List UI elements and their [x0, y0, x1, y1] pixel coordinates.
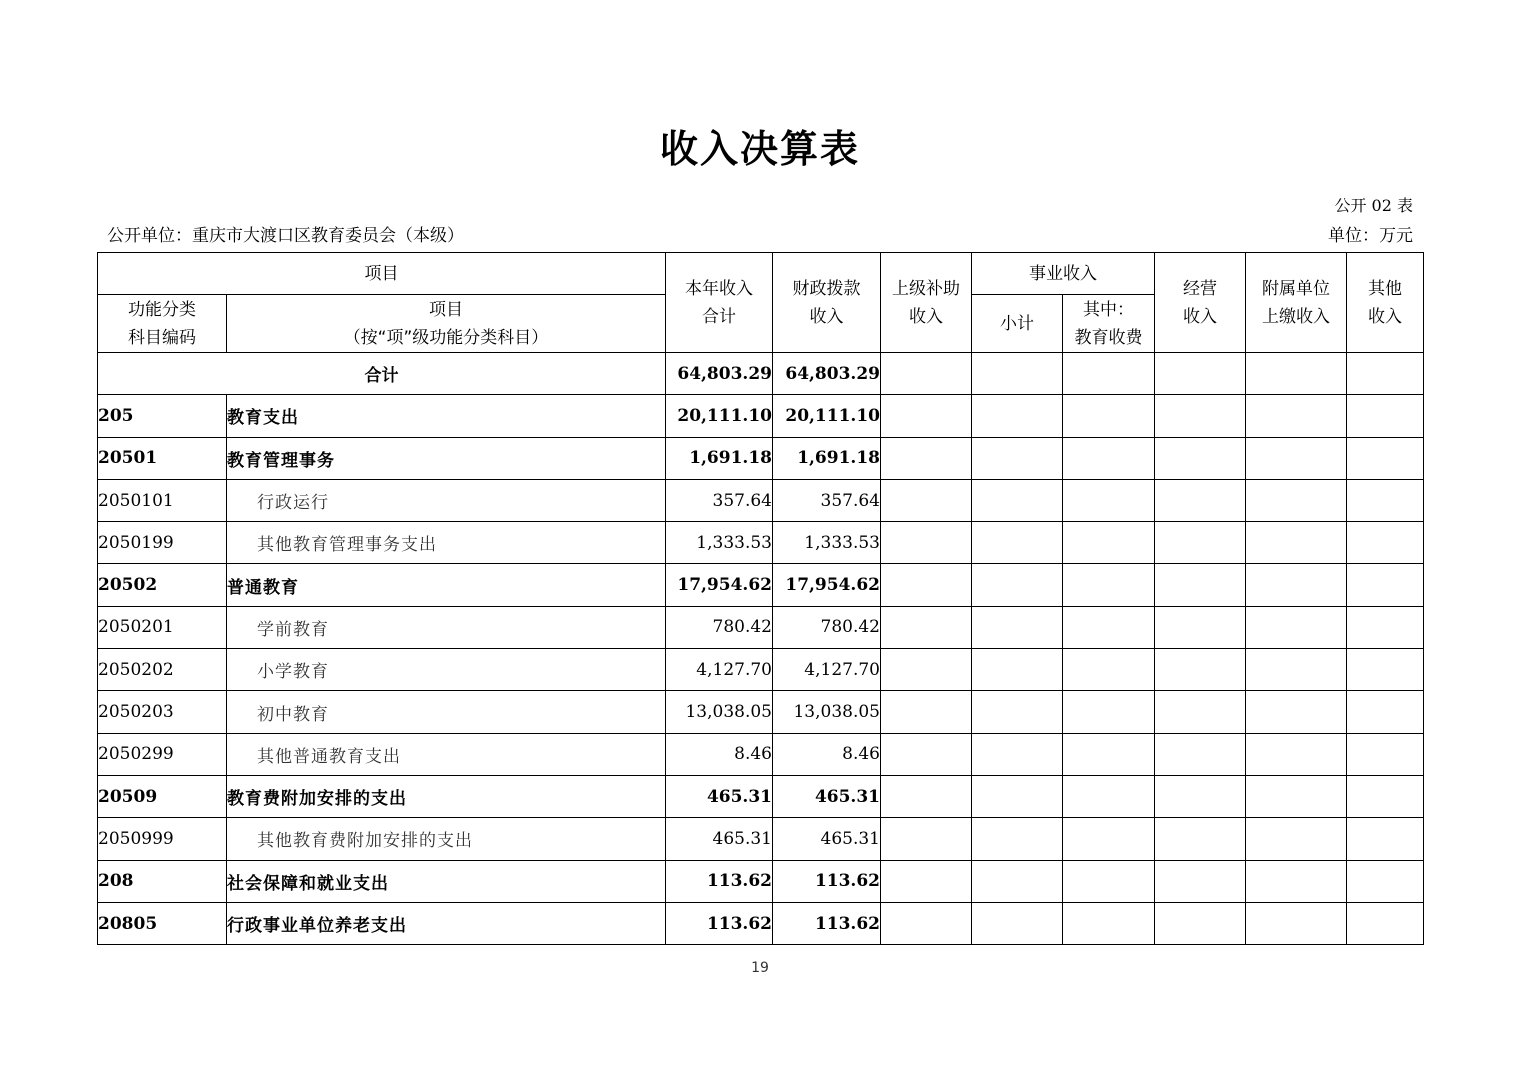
row-annual-total: 17,954.62 — [666, 564, 773, 606]
empty-cell — [881, 691, 972, 733]
empty-cell — [1347, 649, 1424, 691]
empty-cell — [1246, 479, 1347, 521]
empty-cell — [1063, 818, 1155, 860]
empty-cell — [1347, 353, 1424, 395]
row-name: 其他教育管理事务支出 — [227, 522, 666, 564]
header-operating-line1: 经营 — [1183, 278, 1217, 299]
table-row — [98, 564, 1424, 606]
empty-cell — [1063, 733, 1155, 775]
row-code: 20509 — [98, 775, 227, 817]
header-affiliate — [1246, 253, 1347, 353]
empty-cell — [972, 479, 1063, 521]
empty-cell — [1155, 733, 1246, 775]
empty-cell — [1246, 522, 1347, 564]
row-fiscal: 4,127.70 — [773, 649, 881, 691]
row-name: 教育支出 — [227, 395, 666, 437]
empty-cell — [881, 564, 972, 606]
header-fiscal-line1: 财政拨款 — [792, 278, 861, 299]
row-code: 2050299 — [98, 733, 227, 775]
empty-cell — [1246, 437, 1347, 479]
empty-cell — [972, 353, 1063, 395]
row-name: 行政运行 — [227, 479, 666, 521]
table-row — [98, 775, 1424, 817]
empty-cell — [1347, 775, 1424, 817]
empty-cell — [1347, 818, 1424, 860]
empty-cell — [1155, 818, 1246, 860]
header-operating-line2: 收入 — [1183, 306, 1217, 327]
empty-cell — [881, 479, 972, 521]
empty-cell — [1063, 564, 1155, 606]
row-fiscal: 465.31 — [773, 818, 881, 860]
row-fiscal: 13,038.05 — [773, 691, 881, 733]
row-fiscal: 357.64 — [773, 479, 881, 521]
empty-cell — [1063, 353, 1155, 395]
header-superior-line1: 上级补助 — [892, 278, 960, 299]
empty-cell — [881, 902, 972, 944]
page-title: 收入决算表 — [659, 127, 860, 171]
empty-cell — [1246, 818, 1347, 860]
empty-cell — [1155, 860, 1246, 902]
row-code: 20501 — [98, 437, 227, 479]
header-item: 项目 — [98, 253, 666, 295]
header-name — [227, 295, 666, 353]
row-annual-total: 465.31 — [666, 818, 773, 860]
reporting-unit: 公开单位：重庆市大渡口区教育委员会（本级） — [107, 226, 464, 246]
row-fiscal: 1,333.53 — [773, 522, 881, 564]
empty-cell — [1155, 353, 1246, 395]
table-row — [98, 479, 1424, 521]
row-code: 20502 — [98, 564, 227, 606]
row-code: 2050999 — [98, 818, 227, 860]
total-annual: 64,803.29 — [666, 353, 773, 395]
empty-cell — [881, 860, 972, 902]
total-row — [98, 353, 1424, 395]
table-row — [98, 606, 1424, 648]
row-name: 初中教育 — [227, 691, 666, 733]
header-other — [1347, 253, 1424, 353]
empty-cell — [1155, 775, 1246, 817]
empty-cell — [1155, 395, 1246, 437]
row-name: 小学教育 — [227, 649, 666, 691]
header-edu-fee-line2: 教育收费 — [1074, 327, 1143, 348]
row-annual-total: 1,691.18 — [666, 437, 773, 479]
row-code: 205 — [98, 395, 227, 437]
empty-cell — [881, 437, 972, 479]
row-fiscal: 17,954.62 — [773, 564, 881, 606]
row-fiscal: 1,691.18 — [773, 437, 881, 479]
header-code-line2: 科目编码 — [128, 327, 196, 348]
empty-cell — [1347, 902, 1424, 944]
empty-cell — [1063, 860, 1155, 902]
empty-cell — [1063, 691, 1155, 733]
empty-cell — [972, 818, 1063, 860]
empty-cell — [881, 733, 972, 775]
row-code: 2050101 — [98, 479, 227, 521]
row-code: 20805 — [98, 902, 227, 944]
empty-cell — [1246, 564, 1347, 606]
row-name: 其他普通教育支出 — [227, 733, 666, 775]
table-row — [98, 818, 1424, 860]
empty-cell — [1063, 395, 1155, 437]
header-affiliate-line2: 上缴收入 — [1262, 306, 1330, 327]
empty-cell — [1063, 606, 1155, 648]
empty-cell — [1155, 437, 1246, 479]
row-annual-total: 465.31 — [666, 775, 773, 817]
row-fiscal: 780.42 — [773, 606, 881, 648]
empty-cell — [1063, 522, 1155, 564]
row-code: 2050199 — [98, 522, 227, 564]
header-edu-fee-line1: 其中： — [1083, 299, 1134, 320]
empty-cell — [972, 860, 1063, 902]
empty-cell — [972, 902, 1063, 944]
empty-cell — [1246, 395, 1347, 437]
empty-cell — [1347, 522, 1424, 564]
row-code: 2050203 — [98, 691, 227, 733]
row-code: 2050202 — [98, 649, 227, 691]
empty-cell — [881, 775, 972, 817]
header-superior-line2: 收入 — [909, 306, 943, 327]
empty-cell — [1155, 691, 1246, 733]
header-superior — [881, 253, 972, 353]
empty-cell — [1063, 479, 1155, 521]
table-row — [98, 395, 1424, 437]
table-row — [98, 437, 1424, 479]
header-fiscal — [773, 253, 881, 353]
row-annual-total: 8.46 — [666, 733, 773, 775]
row-name: 教育管理事务 — [227, 437, 666, 479]
empty-cell — [1347, 564, 1424, 606]
row-annual-total: 113.62 — [666, 860, 773, 902]
empty-cell — [1347, 733, 1424, 775]
header-name-line1: 项目 — [429, 299, 463, 320]
empty-cell — [1246, 902, 1347, 944]
form-number: 公开 02 表 — [1334, 196, 1413, 215]
header-edu-fee — [1063, 295, 1155, 353]
row-name: 社会保障和就业支出 — [227, 860, 666, 902]
row-name: 教育费附加安排的支出 — [227, 775, 666, 817]
empty-cell — [1347, 479, 1424, 521]
row-fiscal: 8.46 — [773, 733, 881, 775]
table-row — [98, 649, 1424, 691]
row-name: 普通教育 — [227, 564, 666, 606]
empty-cell — [1347, 606, 1424, 648]
total-label: 合计 — [98, 353, 666, 395]
empty-cell — [881, 395, 972, 437]
empty-cell — [1063, 437, 1155, 479]
row-name: 其他教育费附加安排的支出 — [227, 818, 666, 860]
header-other-line2: 收入 — [1368, 306, 1402, 327]
row-code: 208 — [98, 860, 227, 902]
empty-cell — [1063, 775, 1155, 817]
row-fiscal: 113.62 — [773, 860, 881, 902]
empty-cell — [972, 649, 1063, 691]
row-annual-total: 4,127.70 — [666, 649, 773, 691]
header-subtotal: 小计 — [972, 295, 1063, 353]
row-name: 行政事业单位养老支出 — [227, 902, 666, 944]
empty-cell — [1155, 522, 1246, 564]
empty-cell — [881, 818, 972, 860]
empty-cell — [1347, 395, 1424, 437]
row-fiscal: 113.62 — [773, 902, 881, 944]
empty-cell — [881, 606, 972, 648]
empty-cell — [1155, 649, 1246, 691]
empty-cell — [972, 606, 1063, 648]
row-annual-total: 357.64 — [666, 479, 773, 521]
empty-cell — [881, 353, 972, 395]
income-table — [97, 252, 1424, 945]
empty-cell — [972, 691, 1063, 733]
row-annual-total: 113.62 — [666, 902, 773, 944]
empty-cell — [1246, 606, 1347, 648]
page-number: 19 — [751, 960, 769, 976]
header-annual-total-line1: 本年收入 — [685, 278, 753, 299]
empty-cell — [1155, 564, 1246, 606]
empty-cell — [1155, 902, 1246, 944]
header-code-line1: 功能分类 — [128, 299, 196, 320]
header-code — [98, 295, 227, 353]
empty-cell — [1155, 479, 1246, 521]
header-affiliate-line1: 附属单位 — [1262, 278, 1330, 299]
header-operating — [1155, 253, 1246, 353]
empty-cell — [881, 649, 972, 691]
table-row — [98, 733, 1424, 775]
empty-cell — [972, 522, 1063, 564]
currency-unit: 单位：万元 — [1328, 226, 1413, 246]
table-row — [98, 860, 1424, 902]
row-annual-total: 20,111.10 — [666, 395, 773, 437]
empty-cell — [1246, 691, 1347, 733]
empty-cell — [1246, 353, 1347, 395]
empty-cell — [1063, 649, 1155, 691]
empty-cell — [972, 733, 1063, 775]
empty-cell — [1063, 902, 1155, 944]
empty-cell — [972, 564, 1063, 606]
empty-cell — [972, 395, 1063, 437]
row-fiscal: 20,111.10 — [773, 395, 881, 437]
empty-cell — [1246, 733, 1347, 775]
header-fiscal-line2: 收入 — [809, 306, 844, 327]
header-business: 事业收入 — [972, 253, 1155, 295]
row-fiscal: 465.31 — [773, 775, 881, 817]
empty-cell — [1155, 606, 1246, 648]
empty-cell — [881, 522, 972, 564]
empty-cell — [972, 437, 1063, 479]
row-name: 学前教育 — [227, 606, 666, 648]
empty-cell — [1246, 775, 1347, 817]
empty-cell — [1246, 649, 1347, 691]
row-code: 2050201 — [98, 606, 227, 648]
empty-cell — [1347, 860, 1424, 902]
header-annual-total-line2: 合计 — [702, 306, 736, 327]
row-annual-total: 780.42 — [666, 606, 773, 648]
empty-cell — [1246, 860, 1347, 902]
row-annual-total: 13,038.05 — [666, 691, 773, 733]
table-row — [98, 902, 1424, 944]
empty-cell — [1347, 691, 1424, 733]
header-annual-total — [666, 253, 773, 353]
empty-cell — [972, 775, 1063, 817]
table-row — [98, 522, 1424, 564]
empty-cell — [1347, 437, 1424, 479]
total-fiscal: 64,803.29 — [773, 353, 881, 395]
table-row — [98, 691, 1424, 733]
row-annual-total: 1,333.53 — [666, 522, 773, 564]
header-other-line1: 其他 — [1368, 278, 1402, 299]
header-name-line2: （按“项”级功能分类科目） — [343, 327, 549, 348]
